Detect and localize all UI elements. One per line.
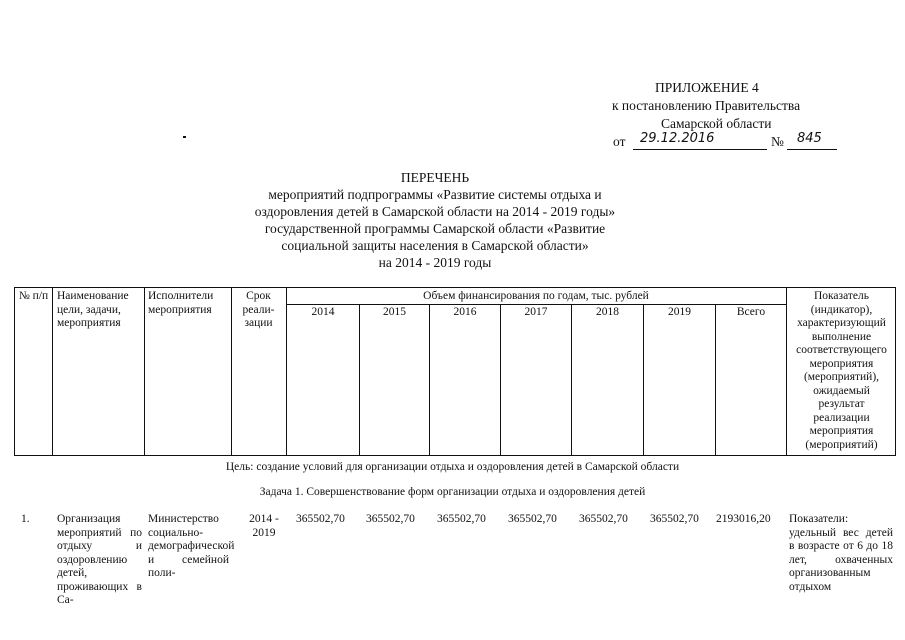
row-value-2018: 365502,70	[579, 513, 628, 525]
number-label: №	[771, 134, 784, 149]
header-year-2014: 2014	[311, 306, 335, 318]
title-line-5: на 2014 - 2019 годы	[378, 255, 492, 270]
from-label: от	[613, 134, 626, 149]
title-line-4: социальной защиты населения в Самарской области»	[281, 238, 589, 253]
title-line-2: оздоровления детей в Самарской области на 2014 - 2019 годы»	[254, 204, 616, 219]
header-total: Всего	[736, 306, 766, 318]
title-line-1: мероприятий подпрограммы «Развитие системы отдыха и	[268, 187, 602, 202]
header-col-indicator: Показатель (индикатор), характеризующий выполнение соответствующего мероприятия (мероприятий), ожидаемый результат реализации мероприятия (мероприятий)	[796, 290, 887, 451]
row-name: Организация мероприятий по отдыху и оздоровлению детей, проживающих в Са-	[57, 513, 142, 606]
header-year-2018: 2018	[596, 306, 619, 318]
appendix-line-1: к постановлению Правительства	[612, 98, 801, 113]
row-value-2016: 365502,70	[437, 513, 486, 525]
task-row: Задача 1. Совершенствование форм организации отдыха и оздоровления детей	[259, 486, 646, 498]
header-year-2017: 2017	[524, 306, 548, 318]
header-year-2019: 2019	[668, 306, 691, 318]
document-title: ПЕРЕЧЕНЬ	[400, 170, 470, 185]
row-value-2017: 365502,70	[508, 513, 557, 525]
row-value-2014: 365502,70	[296, 513, 345, 525]
row-indicator: Показатели: удельный вес детей в возрасте от 6 до 18 лет, охваченных организованным отдыхом	[789, 513, 893, 593]
header-col-executors: Исполнители мероприятия	[148, 290, 214, 316]
document-number: 845	[797, 131, 822, 146]
row-number: 1.	[21, 513, 30, 525]
number-underline	[787, 149, 837, 150]
header-col-name: Наименование цели, задачи, мероприятия	[57, 290, 129, 329]
header-year-2016: 2016	[453, 306, 477, 318]
appendix-line-2: Самарской области	[661, 116, 772, 131]
header-year-2015: 2015	[383, 306, 406, 318]
appendix-label: ПРИЛОЖЕНИЕ 4	[655, 80, 759, 95]
row-executor: Министерство социально-демографической и семейной поли-	[148, 513, 235, 579]
goal-row: Цель: создание условий для организации отдыха и оздоровления детей в Самарской области	[225, 461, 680, 473]
signed-date: 29.12.2016	[640, 131, 715, 146]
row-term: 2014 - 2019	[249, 513, 279, 539]
row-value-total: 2193016,20	[716, 513, 771, 525]
row-value-2015: 365502,70	[366, 513, 415, 525]
date-underline	[633, 149, 767, 150]
header-col-num: № п/п	[18, 290, 49, 302]
header-col-funding: Объем финансирования по годам, тыс. рублей	[423, 290, 649, 302]
title-line-3: государственной программы Самарской области «Развитие	[264, 221, 606, 236]
scan-speck	[183, 136, 186, 138]
row-value-2019: 365502,70	[650, 513, 699, 525]
header-col-term: Срок реали-зации	[242, 290, 275, 329]
